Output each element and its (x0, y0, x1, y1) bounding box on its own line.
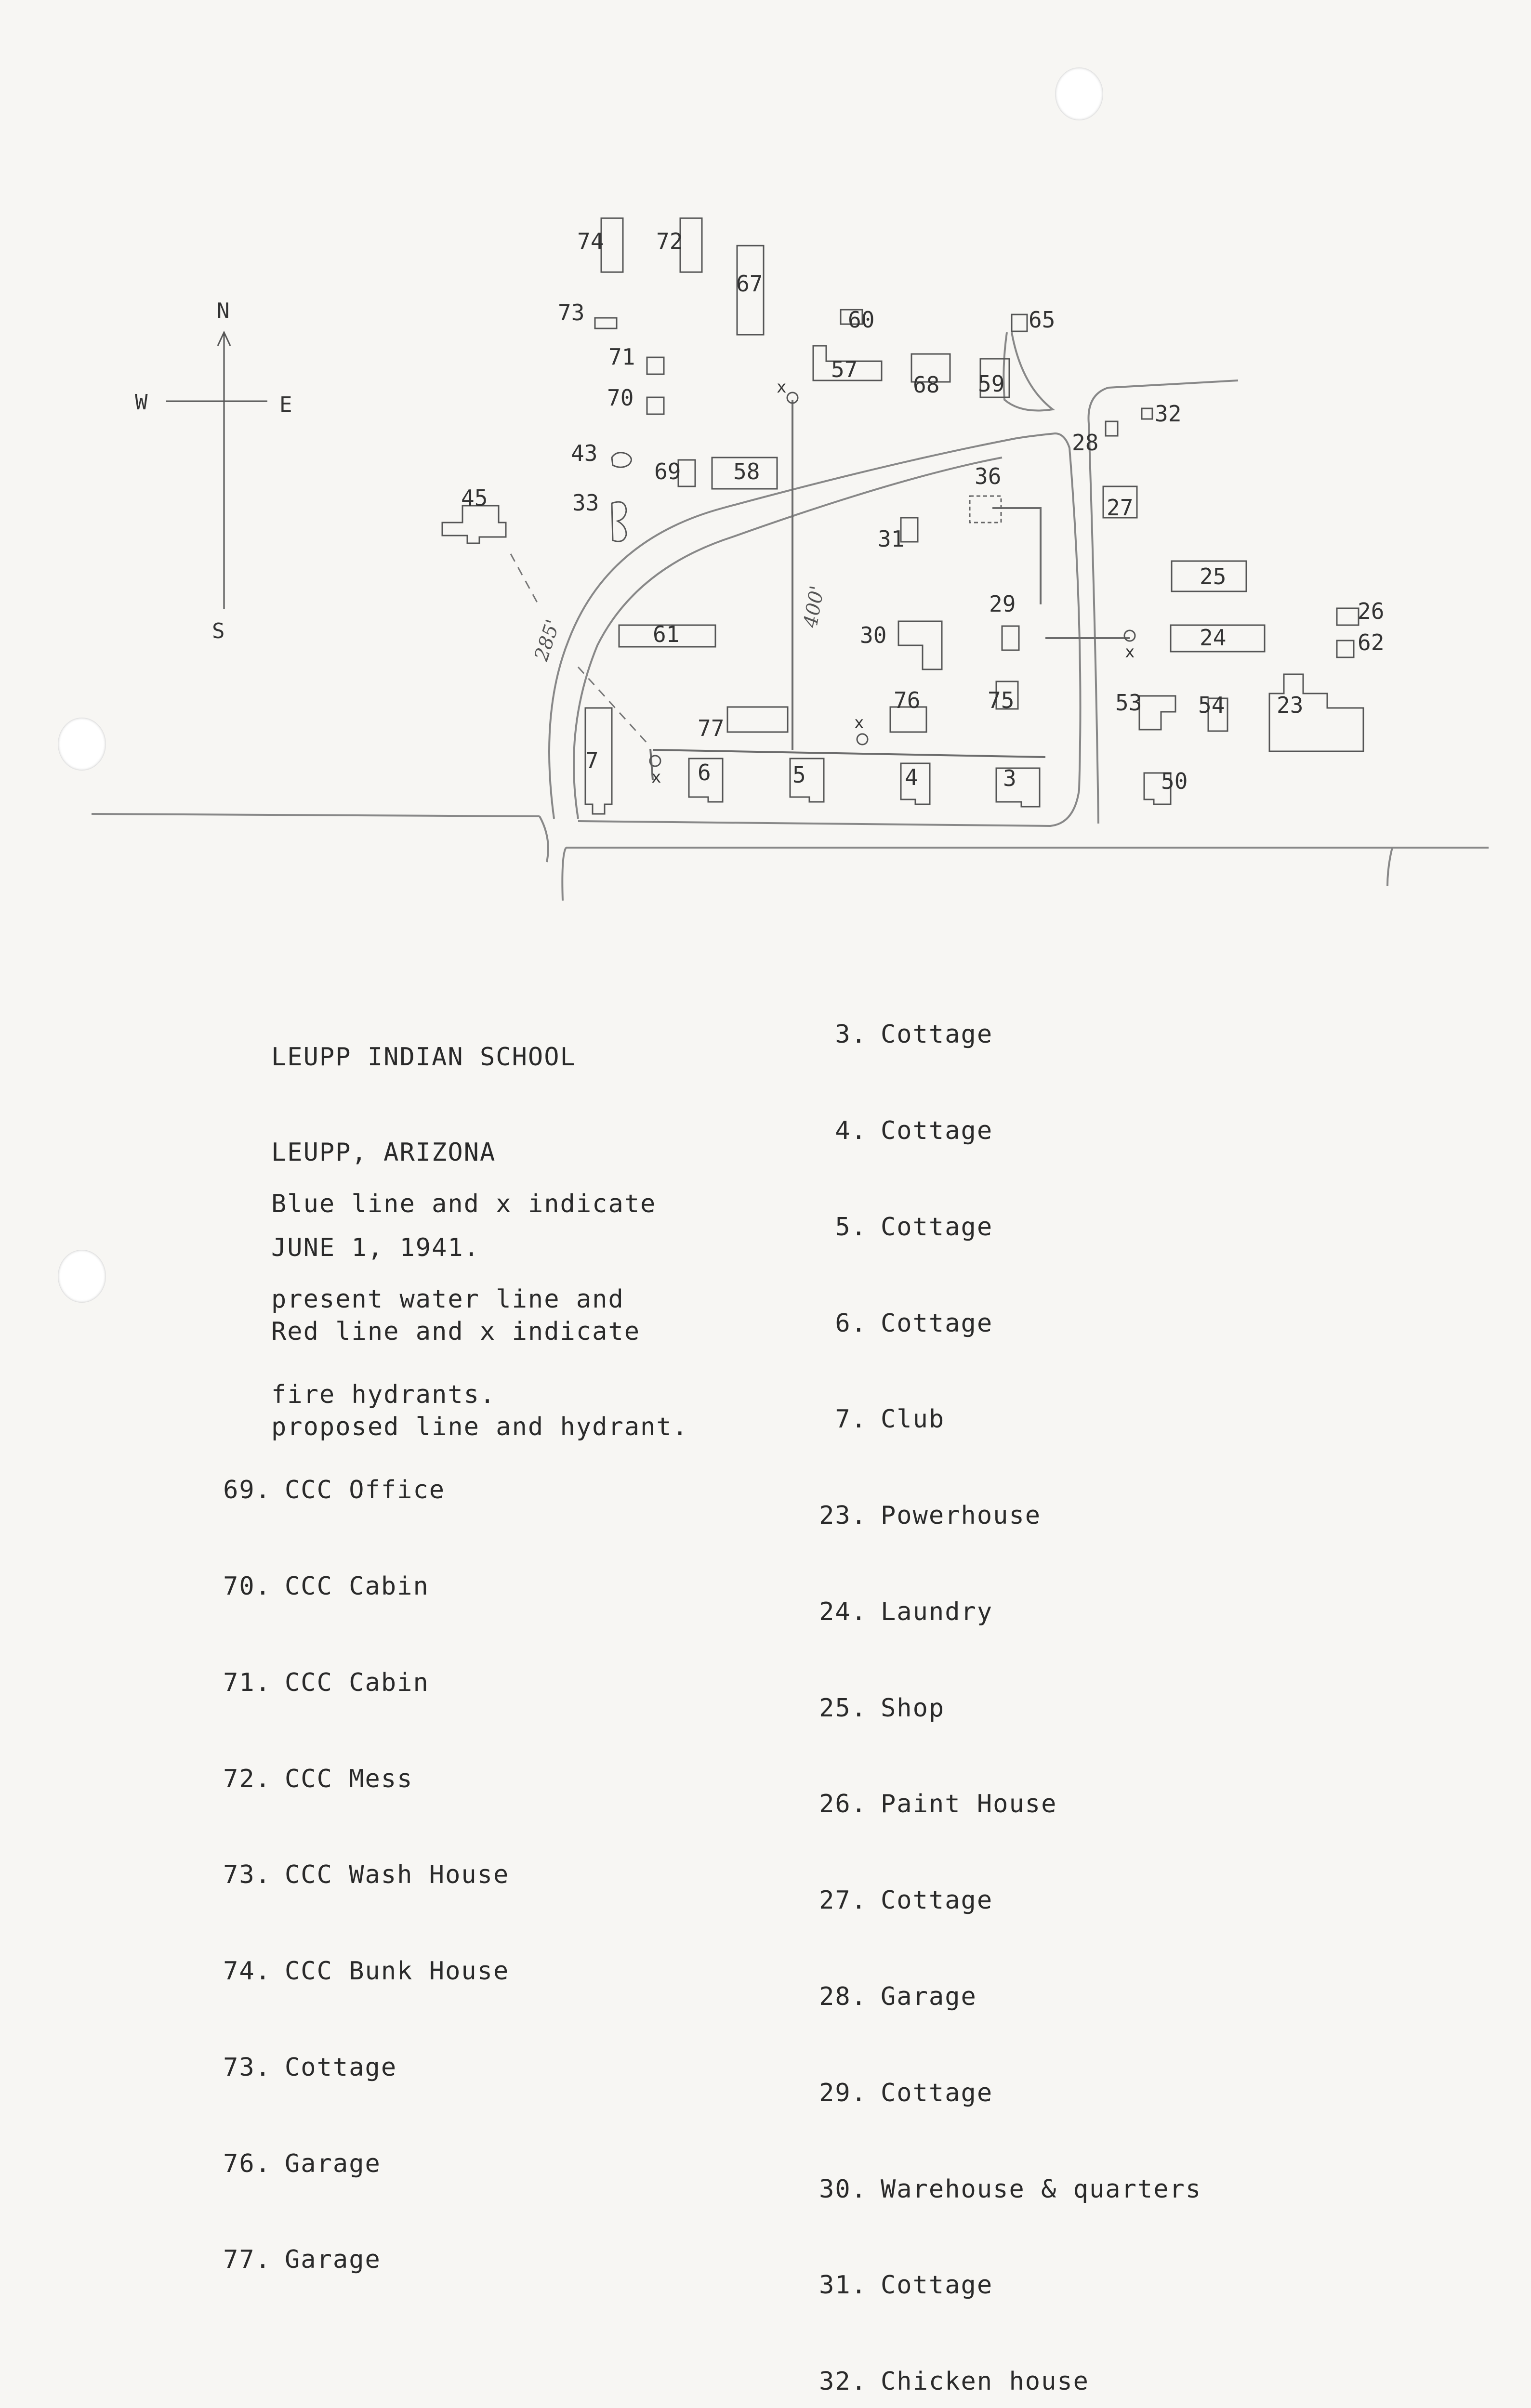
list-item: 70. CCC Cabin (223, 1571, 429, 1601)
building-label: 54 (1198, 692, 1225, 718)
list-item: 3. Cottage (835, 1020, 993, 1049)
building-label: 75 (988, 687, 1015, 713)
building-label: 74 (577, 228, 604, 254)
list-item: 4. Cottage (835, 1116, 993, 1145)
note-line: fire hydrants. (271, 1380, 496, 1409)
distance-note-400: 400' (799, 584, 829, 629)
compass-north: N (217, 299, 230, 323)
note-line: present water line and (271, 1285, 624, 1314)
list-item: 27. Cottage (819, 1886, 993, 1915)
building-33 (612, 502, 626, 541)
building-label: 3 (1003, 765, 1016, 791)
hydrant-mark: x (1125, 642, 1135, 662)
building-53 (1139, 696, 1175, 730)
building-45 (442, 506, 506, 543)
list-item: 30. Warehouse & quarters (819, 2174, 1202, 2204)
list-item: 6. Cottage (835, 1309, 993, 1338)
building-62 (1337, 641, 1354, 657)
compass-rose (135, 299, 292, 643)
building-label: 6 (698, 759, 711, 785)
building-label: 59 (978, 371, 1005, 397)
building-label: 36 (975, 463, 1002, 489)
building-72 (680, 218, 702, 272)
site-plan-map (0, 0, 1531, 987)
building-labels (461, 228, 1384, 794)
punch-hole-bottom (58, 1250, 106, 1303)
building-label: 26 (1358, 598, 1385, 624)
building-label: 71 (608, 344, 635, 370)
building-label: 76 (894, 687, 921, 713)
building-label: 32 (1155, 401, 1182, 427)
list-item: 32. Chicken house (819, 2367, 1089, 2396)
list-item: 77. Garage (223, 2245, 381, 2275)
note-line: proposed line and hydrant. (271, 1413, 688, 1441)
building-65 (1012, 314, 1027, 331)
building-label: 4 (905, 764, 918, 790)
building-74 (601, 218, 623, 272)
list-item: 76. Garage (223, 2149, 381, 2178)
building-36 (970, 496, 1001, 523)
legend-left (204, 1410, 509, 2308)
building-77 (727, 707, 788, 732)
building-30 (898, 621, 942, 669)
building-label: 70 (607, 385, 634, 411)
page-title: LEUPP INDIAN SCHOOL (271, 1043, 576, 1072)
hydrant-icon (857, 734, 868, 745)
building-71 (647, 357, 664, 374)
building-label: 65 (1029, 307, 1056, 333)
location: LEUPP, ARIZONA (271, 1138, 496, 1167)
hydrant-mark: x (651, 768, 661, 787)
list-item: 74. CCC Bunk House (223, 1957, 510, 1986)
building-73 (595, 318, 617, 328)
list-item: 24. Laundry (819, 1597, 993, 1626)
building-label: 45 (461, 485, 488, 511)
building-label: 24 (1200, 625, 1227, 651)
building-28 (1106, 421, 1118, 436)
list-item: 28. Garage (819, 1982, 977, 2011)
building-label: 57 (831, 356, 858, 382)
list-item: 72. CCC Mess (223, 1764, 413, 1793)
list-item: 23. Powerhouse (819, 1501, 1042, 1531)
compass-east: E (279, 393, 292, 417)
list-item: 26. Paint House (819, 1790, 1057, 1819)
building-label: 29 (989, 591, 1016, 617)
building-26 (1337, 608, 1359, 625)
building-label: 43 (571, 440, 598, 466)
building-label: 53 (1115, 690, 1142, 716)
list-item: 73. Cottage (223, 2053, 397, 2082)
compass-south: S (212, 619, 225, 643)
building-label: 23 (1277, 692, 1304, 718)
building-70 (647, 397, 664, 414)
building-label: 30 (860, 622, 887, 648)
compass-west: W (135, 390, 148, 415)
building-label: 69 (654, 458, 681, 484)
building-label: 67 (736, 271, 763, 297)
building-label: 50 (1161, 768, 1188, 794)
list-item: 71. CCC Cabin (223, 1668, 429, 1697)
building-label: 25 (1200, 563, 1227, 589)
building-label: 31 (878, 526, 905, 552)
building-32 (1142, 408, 1152, 419)
hydrant-icon (1124, 630, 1135, 641)
building-label: 7 (585, 747, 599, 773)
note-line: Blue line and x indicate (271, 1190, 657, 1218)
legend-right (800, 955, 1201, 2408)
building-label: 27 (1107, 495, 1134, 521)
building-label: 61 (653, 621, 680, 647)
distance-note-285: 285' (530, 616, 565, 664)
list-item: 5. Cottage (835, 1212, 993, 1242)
building-label: 77 (698, 715, 725, 741)
list-item: 73. CCC Wash House (223, 1860, 510, 1890)
building-label: 33 (572, 490, 599, 516)
water-lines (511, 378, 1135, 787)
list-item: 69. CCC Office (223, 1476, 446, 1505)
building-label: 62 (1358, 629, 1385, 655)
building-43 (612, 453, 631, 467)
building-label: 28 (1072, 430, 1099, 456)
list-item: 31. Cottage (819, 2271, 993, 2300)
note-line: Red line and x indicate (271, 1317, 641, 1346)
date: JUNE 1, 1941. (271, 1233, 480, 1262)
building-29 (1002, 626, 1019, 650)
list-item: 7. Club (835, 1405, 945, 1434)
building-label: 68 (913, 372, 940, 398)
list-item: 29. Cottage (819, 2078, 993, 2107)
roads (92, 332, 1489, 901)
building-label: 5 (792, 762, 806, 788)
hydrant-mark: x (777, 378, 787, 397)
list-item: 25. Shop (819, 1693, 945, 1723)
building-label: 60 (848, 307, 875, 333)
building-label: 73 (558, 300, 585, 326)
building-label: 72 (656, 228, 683, 254)
building-label: 58 (733, 458, 760, 484)
hydrant-mark: x (854, 713, 864, 733)
